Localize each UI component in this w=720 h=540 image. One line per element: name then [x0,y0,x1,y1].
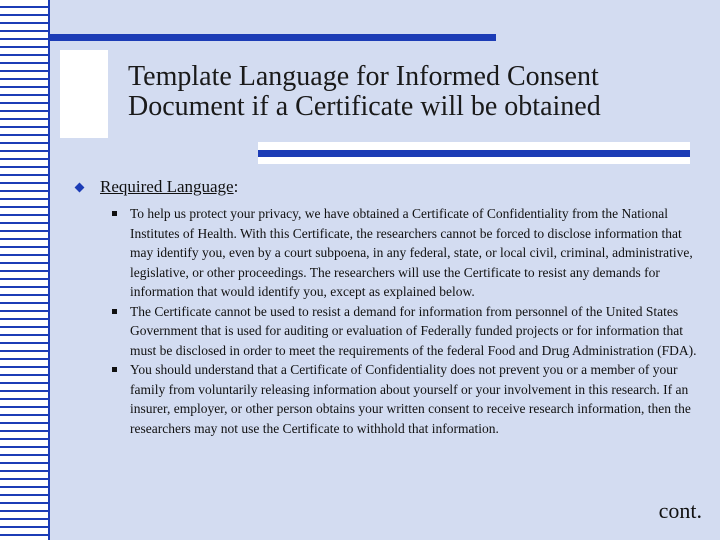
continued-label: cont. [658,498,702,523]
list-item [130,204,706,302]
list-item-text: The Certificate cannot be used to resist a demand for information from personnel of the United States Government that is used for auditing or evaluation of Federally funded projects or for information that must be disclosed in order to meet the requirements of the federal Food and Drug Administration (FDA). [130,303,697,358]
list-item [130,360,706,438]
title-accent-bar [258,150,690,157]
diamond-bullet-icon [75,183,85,193]
square-bullet-icon [112,367,117,372]
title-line-1: Template Language for Informed Consent [128,61,599,92]
list-item [130,302,706,361]
slide-body [76,176,706,438]
title-line-2: Document if a Certificate will be obtained [128,91,601,122]
required-language-heading [76,176,706,198]
list-item-text: You should understand that a Certificate of Confidentiality does not prevent you or a member of your family from voluntarily releasing information about yourself or your involvement in this research. If an insurer, employer, or other person obtains your written consent to receive research information, then the researchers may not use the Certificate to withhold that information. [130,362,691,436]
heading-colon: : [233,177,239,196]
square-bullet-icon [112,309,117,314]
list-item-text: To help us protect your privacy, we have obtained a Certificate of Confidentiality from the National Institutes of Health. With this Certificate, the researchers cannot be forced to disclose information that may identify you, even by a court subpoena, in any federal, state, or local civil, criminal, administrative, legislative, or other proceedings. The researchers will use the Certificate to resist any demands for information that would identify you, except as explained below. [130,206,693,299]
slide-title [128,62,708,122]
square-bullet-icon [112,211,117,216]
heading-text: Required Language [100,177,234,196]
left-stripe-decoration [0,0,50,540]
title-white-block [60,50,108,138]
bullet-list [76,204,706,438]
top-accent-bar [50,34,496,41]
